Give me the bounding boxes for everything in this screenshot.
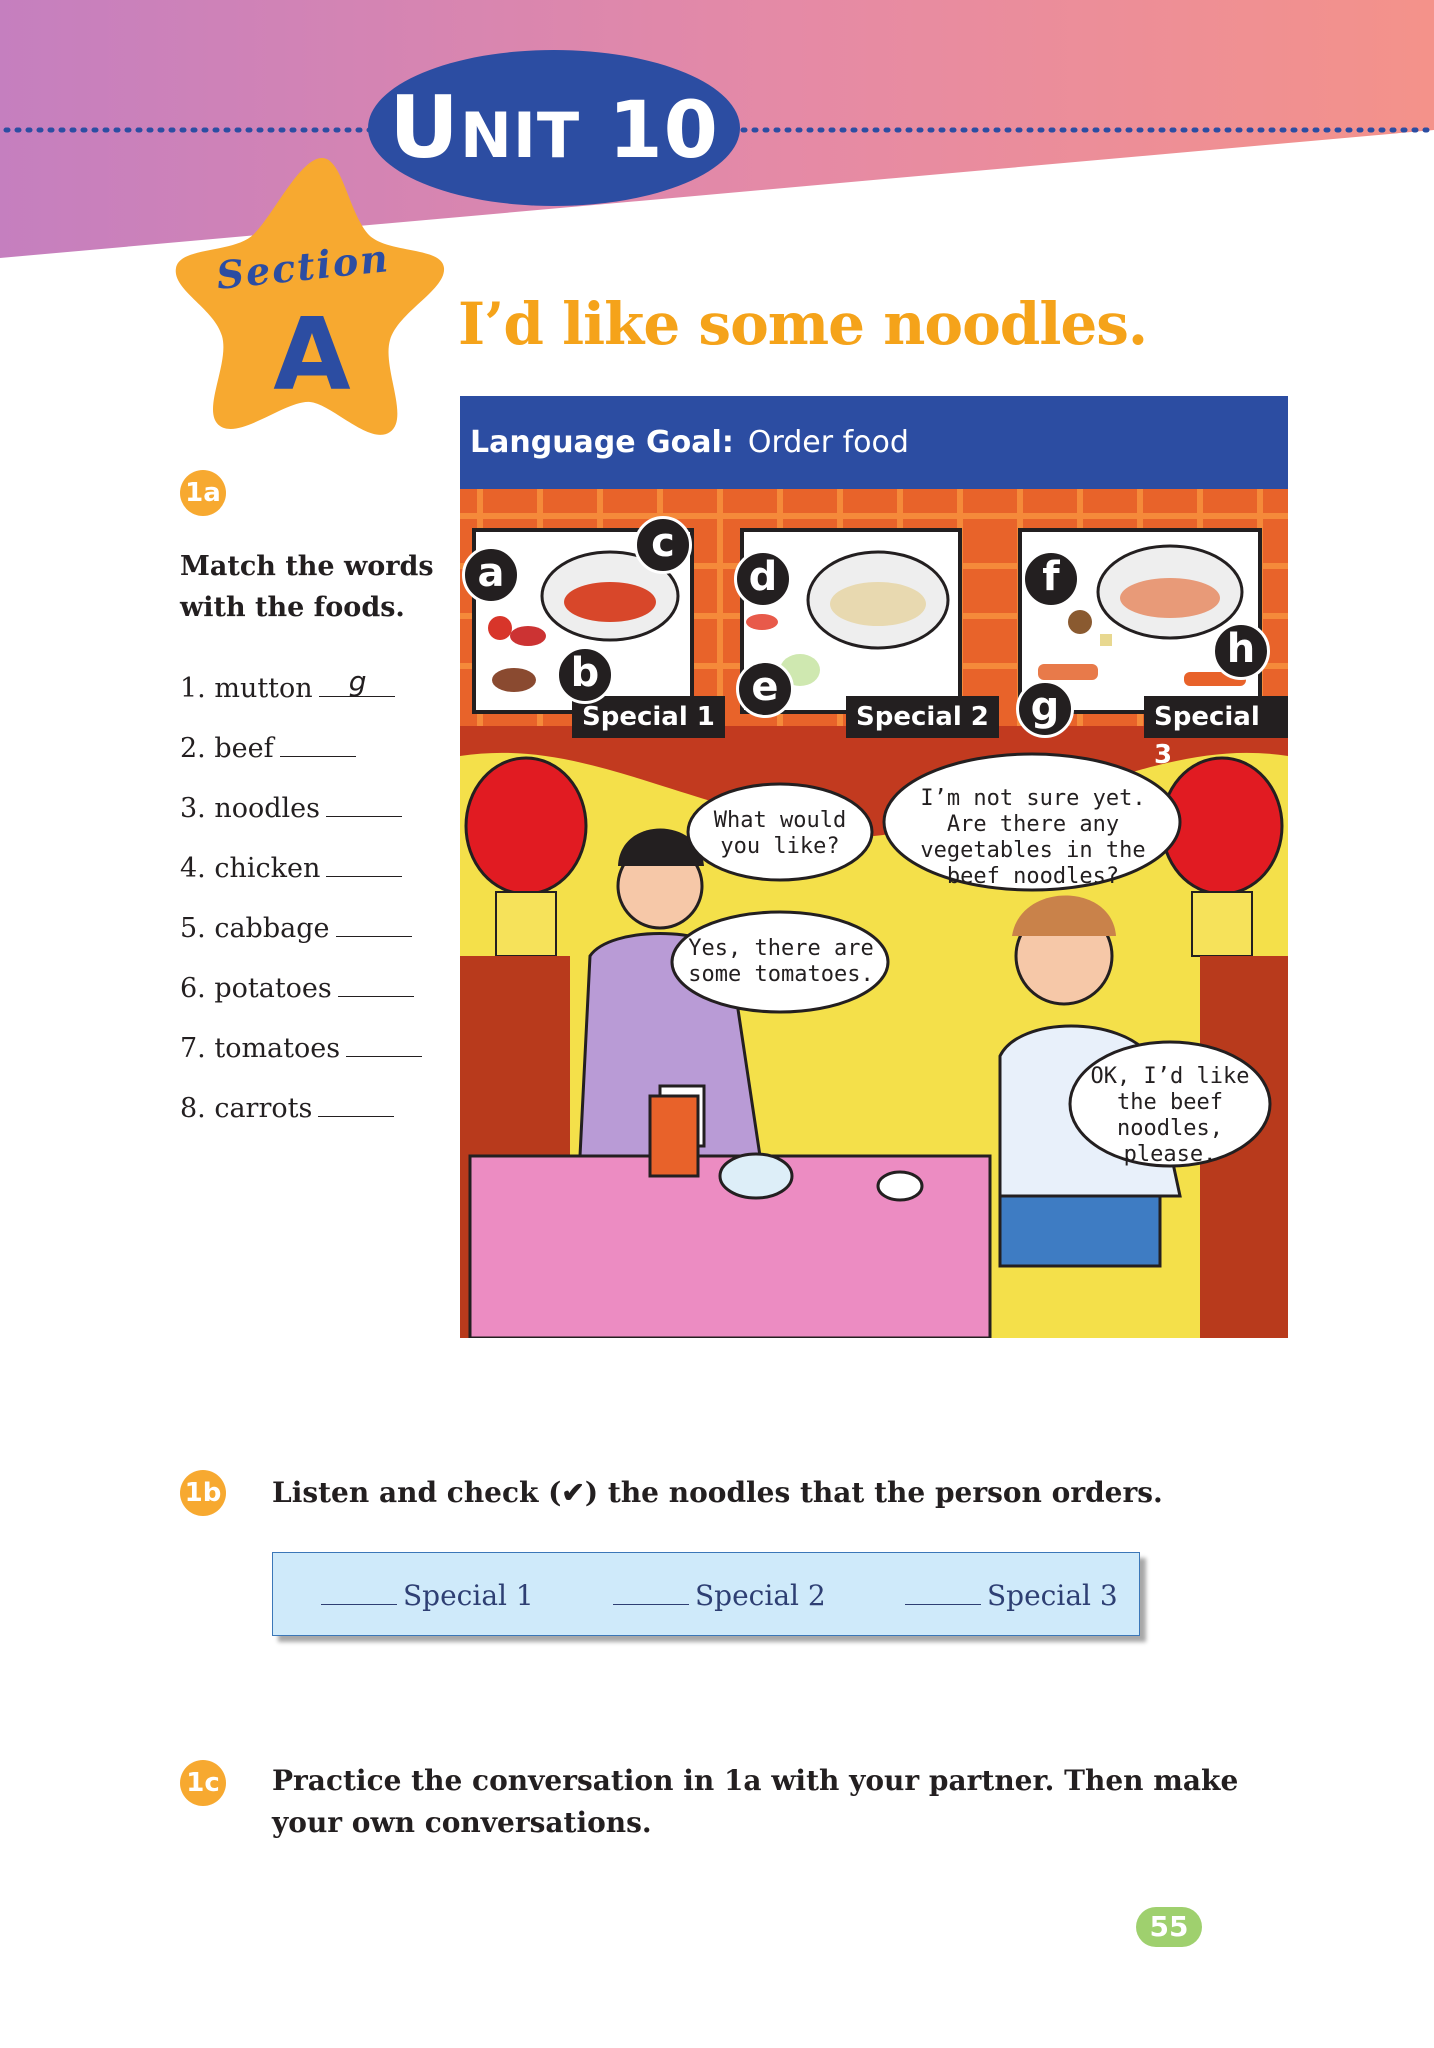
activity-1a-num: 1 [185,478,204,508]
speech-bubble-waitress-2: Yes, there are some tomatoes. [688,936,874,987]
menu-tag-special-1: Special 1 [572,696,725,738]
check-option-special-3[interactable] [905,1579,1118,1612]
food-label-d: d [734,550,792,608]
activity-1b-instruction: Listen and check (✔) the noodles that the person orders. [272,1476,1163,1509]
food-label-f: f [1022,550,1080,608]
match-item [180,1026,422,1086]
section-letter: A [273,296,351,413]
match-item-word: 3. noodles [180,793,320,824]
speech-bubble-waitress-1: What would you like? [713,808,847,859]
match-item [180,666,422,726]
check-blank[interactable] [613,1580,689,1605]
activity-1b-letter: b [202,1478,222,1508]
activity-1a-instruction: Match the words with the foods. [180,551,434,623]
activity-1c-instruction: Practice the conversation in 1a with your partner. Then make your own conversations. [272,1764,1239,1839]
restaurant-illustration [460,396,1288,1338]
unit-title-rest: NIT [459,99,581,172]
match-item [180,726,422,786]
activity-1c-badge [180,1760,226,1806]
match-item [180,786,422,846]
answer-blank[interactable] [280,726,356,757]
match-item-word: 4. chicken [180,853,321,884]
check-option-special-2[interactable] [613,1579,826,1612]
match-item-word: 8. carrots [180,1093,313,1124]
page-number: 55 [1136,1907,1202,1947]
match-item [180,846,422,906]
activity-1a-badge [180,470,226,516]
answer-blank[interactable] [346,1026,422,1057]
match-item [180,1086,422,1146]
check-option-label: Special 1 [403,1579,534,1612]
check-blank[interactable] [905,1580,981,1605]
match-item-word: 2. beef [180,733,274,764]
check-option-label: Special 3 [987,1579,1118,1612]
speech-bubble-customer-1: I’m not sure yet. Are there any vegetables in the beef noodles? [920,786,1146,889]
match-item [180,906,422,966]
answer-value: g [348,665,367,698]
menu-tag-special-2: Special 2 [846,696,999,738]
food-label-a: a [462,546,520,604]
food-label-g: g [1016,680,1074,738]
match-item-word: 7. tomatoes [180,1033,341,1064]
match-item [180,966,422,1026]
activity-1c-letter: c [204,1768,220,1798]
section-label: Section [214,235,392,298]
page-title: I’d like some noodles. [458,290,1148,358]
language-goal-label: Language Goal: [470,425,734,460]
food-label-b: b [556,646,614,704]
match-item-word: 1. mutton [180,673,313,704]
activity-1c-num: 1 [186,1768,205,1798]
answer-blank[interactable] [319,666,395,697]
language-goal-text: Order food [747,425,909,460]
speech-bubble-customer-2: OK, I’d like the beef noodles, please. [1090,1064,1250,1167]
check-blank[interactable] [321,1580,397,1605]
match-item-word: 6. potatoes [180,973,332,1004]
answer-blank[interactable] [326,846,402,877]
unit-title-initial: U [389,78,460,178]
match-item-word: 5. cabbage [180,913,330,944]
answer-blank[interactable] [338,966,414,997]
answer-blank[interactable] [318,1086,394,1117]
match-list [180,666,422,1146]
food-label-h: h [1212,622,1270,680]
check-options-box [272,1552,1140,1636]
activity-1a-letter: a [203,478,221,508]
food-label-c: c [634,516,692,574]
check-option-label: Special 2 [695,1579,826,1612]
check-option-special-1[interactable] [321,1579,534,1612]
answer-blank[interactable] [326,786,402,817]
unit-number: 10 [608,86,719,176]
menu-tag-special-3: Special 3 [1144,696,1288,738]
language-goal-bar [460,396,1288,489]
activity-1b-num: 1 [184,1478,203,1508]
answer-blank[interactable] [336,906,412,937]
activity-1b-badge [180,1470,226,1516]
food-label-e: e [736,660,794,718]
